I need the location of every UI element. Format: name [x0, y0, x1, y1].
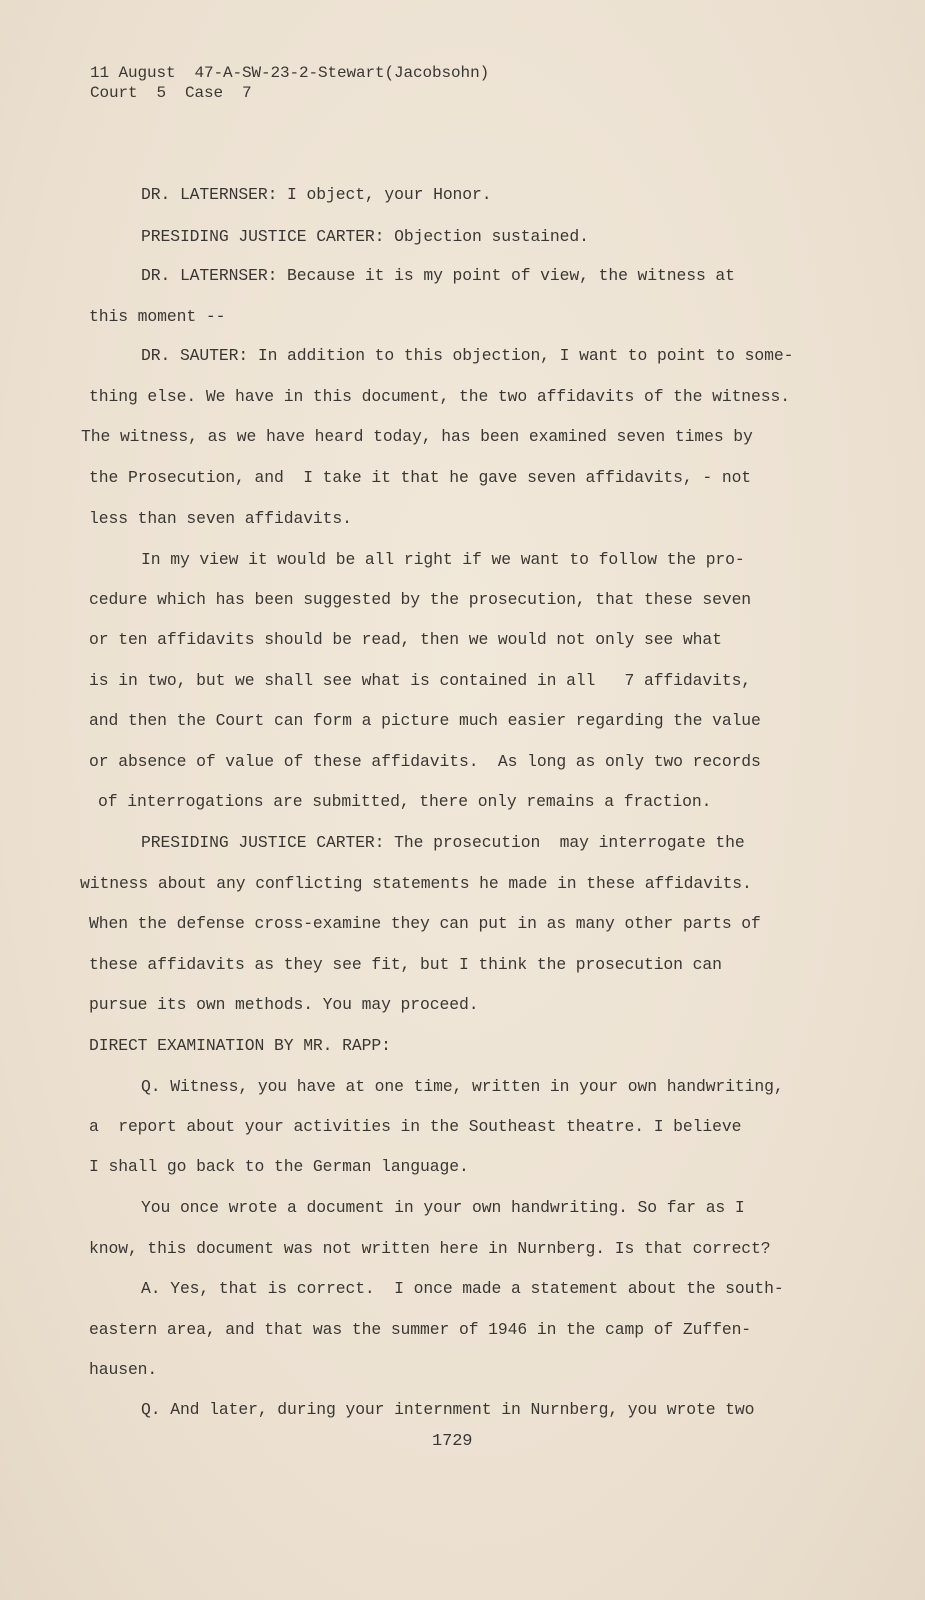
page-number: 1729	[432, 1432, 473, 1451]
transcript-line: When the defense cross-examine they can put in as many other parts of	[89, 914, 761, 933]
transcript-line: cedure which has been suggested by the prosecution, that these seven	[89, 590, 752, 609]
transcript-line: The witness, as we have heard today, has been examined seven times by	[81, 427, 753, 446]
transcript-line: DR. LATERNSER: I object, your Honor.	[141, 185, 492, 204]
header-line-1: 11 August 47-A-SW-23-2-Stewart(Jacobsohn)	[90, 64, 490, 82]
transcript-line: In my view it would be all right if we want to follow the pro-	[141, 550, 745, 569]
transcript-line: eastern area, and that was the summer of 1946 in the camp of Zuffen-	[89, 1320, 752, 1339]
transcript-line: less than seven affidavits.	[89, 509, 352, 528]
transcript-line: Q. And later, during your internment in Nurnberg, you wrote two	[141, 1400, 755, 1419]
transcript-line: DR. LATERNSER: Because it is my point of view, the witness at	[141, 266, 735, 285]
transcript-line: thing else. We have in this document, the two affidavits of the witness.	[89, 387, 790, 406]
transcript-line: DR. SAUTER: In addition to this objection, I want to point to some-	[141, 346, 794, 365]
transcript-line: a report about your activities in the Southeast theatre. I believe	[89, 1117, 742, 1136]
transcript-line: Q. Witness, you have at one time, written in your own handwriting,	[141, 1077, 784, 1096]
transcript-line: know, this document was not written here in Nurnberg. Is that correct?	[89, 1239, 771, 1258]
transcript-line: and then the Court can form a picture much easier regarding the value	[89, 711, 761, 730]
transcript-line: hausen.	[89, 1360, 158, 1379]
transcript-line: witness about any conflicting statements he made in these affidavits.	[80, 874, 752, 893]
transcript-line: this moment --	[89, 307, 226, 326]
transcript-line: the Prosecution, and I take it that he gave seven affidavits, - not	[89, 468, 752, 487]
transcript-line: or absence of value of these affidavits. As long as only two records	[89, 752, 761, 771]
transcript-line: pursue its own methods. You may proceed.	[89, 995, 479, 1014]
transcript-line: PRESIDING JUSTICE CARTER: The prosecution may interrogate the	[141, 833, 745, 852]
transcript-line: A. Yes, that is correct. I once made a statement about the south-	[141, 1279, 784, 1298]
transcript-line: You once wrote a document in your own handwriting. So far as I	[141, 1198, 745, 1217]
transcript-line: these affidavits as they see fit, but I think the prosecution can	[89, 955, 722, 974]
transcript-line: PRESIDING JUSTICE CARTER: Objection sustained.	[141, 227, 589, 246]
transcript-line: of interrogations are submitted, there only remains a fraction.	[98, 792, 712, 811]
transcript-line: DIRECT EXAMINATION BY MR. RAPP:	[89, 1036, 391, 1055]
header-line-2: Court 5 Case 7	[90, 84, 252, 102]
transcript-line: or ten affidavits should be read, then we would not only see what	[89, 630, 722, 649]
transcript-line: is in two, but we shall see what is contained in all 7 affidavits,	[89, 671, 752, 690]
transcript-line: I shall go back to the German language.	[89, 1157, 469, 1176]
